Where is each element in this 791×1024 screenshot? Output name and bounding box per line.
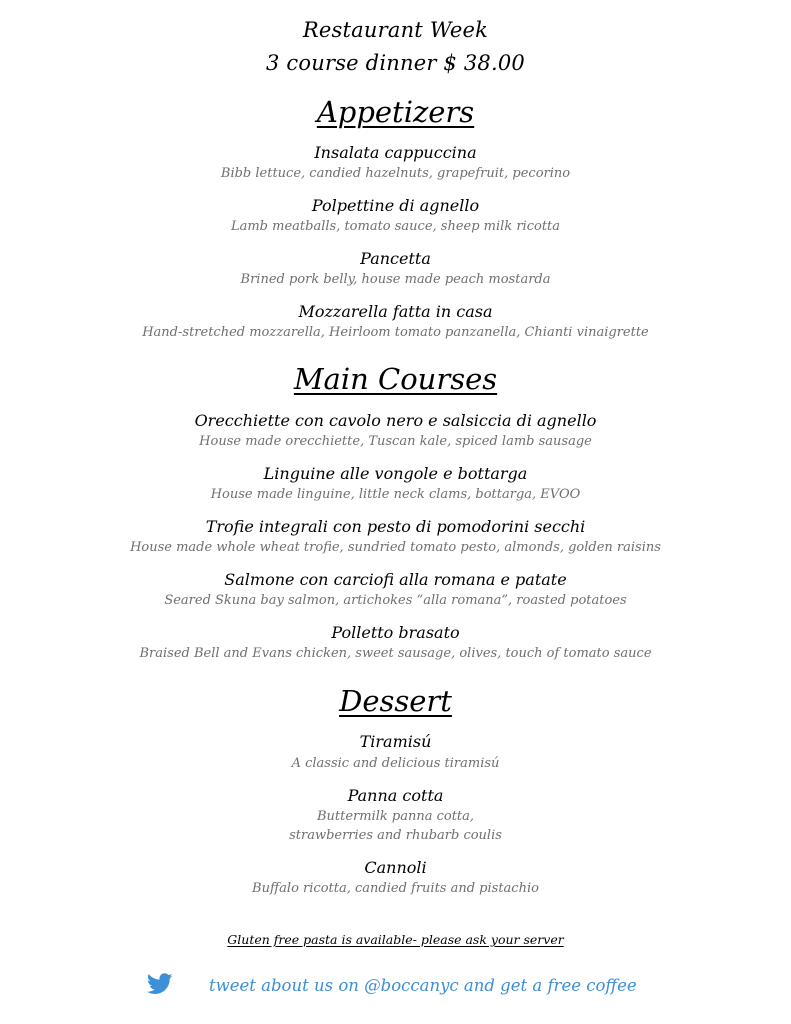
- dish-description: Hand-stretched mozzarella, Heirloom tomato panzanella, Chianti vinaigrette: [142, 325, 649, 340]
- dish-description: Brined pork belly, house made peach mostarda: [240, 272, 551, 287]
- dish-name: Cannoli: [364, 858, 427, 877]
- tweet-promo: [0, 970, 791, 1004]
- dish-name: Trofie integrali con pesto di pomodorini secchi: [205, 517, 586, 536]
- section-title-main-courses: Main Courses: [293, 362, 498, 396]
- dish-name: Pancetta: [360, 249, 431, 268]
- dish-name: Polletto brasato: [331, 623, 460, 642]
- dish-name: Polpettine di agnello: [311, 196, 480, 215]
- twitter-bird-shape: [147, 973, 173, 994]
- dish-description: Buffalo ricotta, candied fruits and pistachio: [252, 881, 539, 896]
- dish-description: House made orecchiette, Tuscan kale, spiced lamb sausage: [199, 434, 592, 449]
- dish-description: House made linguine, little neck clams, bottarga, EVOO: [210, 487, 581, 502]
- dish-name: Orecchiette con cavolo nero e salsiccia di agnello: [194, 411, 597, 430]
- dish-name: Panna cotta: [347, 786, 444, 805]
- dish-description: A classic and delicious tiramisú: [291, 756, 500, 771]
- menu-title: Restaurant Week: [302, 18, 489, 42]
- dish-description: Braised Bell and Evans chicken, sweet sausage, olives, touch of tomato sauce: [139, 646, 652, 661]
- tweet-promo-text: tweet about us on @boccanyc and get a free coffee: [209, 976, 637, 995]
- section-title-appetizers: Appetizers: [316, 95, 475, 129]
- dish-name: Tiramisú: [359, 732, 432, 751]
- twitter-bird-icon[interactable]: [147, 973, 173, 995]
- dish-description: Buttermilk panna cotta,: [316, 809, 475, 824]
- dish-description: House made whole wheat trofie, sundried tomato pesto, almonds, golden raisins: [130, 540, 661, 555]
- dish-name: Mozzarella fatta in casa: [298, 302, 493, 321]
- menu-price-line: 3 course dinner $ 38.00: [266, 51, 525, 75]
- dish-description: Seared Skuna bay salmon, artichokes “alla romana”, roasted potatoes: [164, 593, 627, 608]
- section-title-dessert: Dessert: [339, 684, 452, 718]
- dish-description: strawberries and rhubarb coulis: [289, 828, 502, 843]
- dish-name: Salmone con carciofi alla romana e patate: [224, 570, 567, 589]
- dish-description: Lamb meatballs, tomato sauce, sheep milk ricotta: [230, 219, 561, 234]
- dish-name: Insalata cappuccina: [314, 143, 477, 162]
- dish-description: Bibb lettuce, candied hazelnuts, grapefruit, pecorino: [220, 166, 571, 181]
- gluten-free-note: Gluten free pasta is available- please ask your server: [227, 932, 564, 947]
- dish-name: Linguine alle vongole e bottarga: [263, 464, 528, 483]
